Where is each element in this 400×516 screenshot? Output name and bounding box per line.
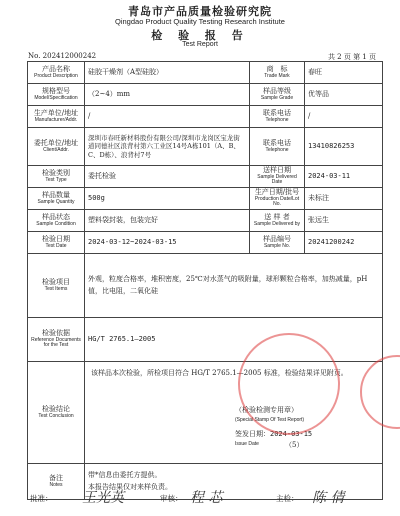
page-count: 共 2 页 第 1 页 [327, 53, 376, 61]
label-batch: 生产日期/批号 Production Date/Lot No. [250, 188, 305, 210]
tested-label: 主检： [276, 494, 299, 503]
row-manufacturer [28, 106, 383, 128]
row-product [28, 62, 383, 84]
reviewed-signature: 程 芯 [190, 490, 223, 506]
institute-title-en: Qingdao Product Quality Testing Research Institute [115, 17, 285, 26]
value-product-name: 硅胶干燥剂（A型硅胶） [85, 62, 250, 84]
value-reference: HG/T 2765.1—2005 [85, 318, 383, 362]
institute-title: 青岛市产品质量检验研究院 [128, 5, 272, 18]
label-manufacturer: 生产单位/地址 Manufacturer/Addr. [28, 106, 85, 128]
value-test-type: 委托检验 [85, 166, 250, 188]
issue-date-en: Issue Date [235, 441, 259, 447]
report-table [27, 61, 383, 500]
value-manufacturer: / [85, 106, 250, 128]
issue-date-value: 2024-03-15 [270, 430, 313, 438]
value-mfr-telephone: / [305, 106, 383, 128]
label-sender: 送 样 者 Sample Delivered by [250, 210, 305, 232]
conclusion-stamp-zh: （检验检测专用章） [235, 406, 298, 414]
label-model: 规格型号 Model/Specification [28, 84, 85, 106]
approved-signature: 王光英 [82, 490, 124, 506]
report-title: 检 验 报 告 [151, 29, 249, 42]
label-condition: 样品状态 Sample Condition [28, 210, 85, 232]
remark-line-1: 带*信息由委托方提供。 [88, 471, 162, 480]
remark-line-2: 本报告结果仅对来样负责。 [88, 482, 172, 491]
value-client: 深圳市春旺新材料股份有限公司/深圳市龙岗区宝龙街道同德社区浪背村第六工业区14号A栋101（A、B、C、D栋）、浪背村7号 [85, 128, 250, 166]
label-conclusion: 检验结论 Test Conclusion [28, 362, 85, 464]
label-sample-no: 样品编号 Sample No. [250, 232, 305, 254]
label-test-type: 检验类别 Test Type [28, 166, 85, 188]
value-conclusion: 该样品本次检验，所检项目符合 HG/T 2765.1—2005 标准，检验结果详见附页。 [91, 369, 348, 377]
value-grade: 优等品 [305, 84, 383, 106]
label-product-name: 产品名称 Product Description [28, 62, 85, 84]
row-condition [28, 210, 383, 232]
value-sample-no: 20241200242 [305, 232, 383, 254]
report-title-en: Test Report [182, 41, 218, 48]
label-quantity: 样品数量 Sample Quantity [28, 188, 85, 210]
row-model [28, 84, 383, 106]
approved-label: 批准： [30, 494, 53, 503]
value-model: （2~4）mm [85, 84, 250, 106]
label-test-items: 检验项目 Test Items [28, 254, 85, 318]
report-number: No. 202412000242 [28, 52, 97, 60]
value-test-date: 2024-03-12~2024-03-15 [85, 232, 250, 254]
signature-row [0, 485, 400, 511]
conclusion-stamp-en: (Special Stamp Of Test Report) [235, 417, 305, 423]
row-test-date [28, 232, 383, 254]
value-condition: 塑料袋封装，包装完好 [85, 210, 250, 232]
value-quantity: 500g [85, 188, 250, 210]
inspection-seal [238, 333, 340, 435]
tested-signature: 陈 倩 [312, 490, 345, 506]
value-batch: 未标注 [305, 188, 383, 210]
value-trademark: 春旺 [305, 62, 383, 84]
row-quantity [28, 188, 383, 210]
label-trademark: 商 标 Trade Mark [250, 62, 305, 84]
label-grade: 样品等级 Sample Grade [250, 84, 305, 106]
issue-date-label: 签发日期： [235, 430, 270, 438]
value-client-telephone: 13410826253 [305, 128, 383, 166]
label-sample-date: 送样日期 Sample Delivered Date [250, 166, 305, 188]
label-reference: 检验依据 Reference Documents for the Test [28, 318, 85, 362]
seal-number: （5） [285, 441, 304, 449]
value-sender: 张远生 [305, 210, 383, 232]
value-test-items: 外观，粒度合格率，堆积密度，25℃对水蒸气的吸附量，球形颗粒合格率，加热减量，pH值，比电阻，二氧化硅 [85, 254, 383, 318]
label-test-date: 检验日期 Test Date [28, 232, 85, 254]
label-remarks: 备注 Notes [28, 464, 85, 500]
row-test-type [28, 166, 383, 188]
value-sample-date: 2024-03-11 [305, 166, 383, 188]
label-client-telephone: 联系电话 Telephone [250, 128, 305, 166]
row-test-items [28, 254, 383, 318]
label-client: 委托单位/地址 Client/Addr. [28, 128, 85, 166]
row-client [28, 128, 383, 166]
reviewed-label: 审核： [160, 494, 183, 503]
label-mfr-telephone: 联系电话 Telephone [250, 106, 305, 128]
